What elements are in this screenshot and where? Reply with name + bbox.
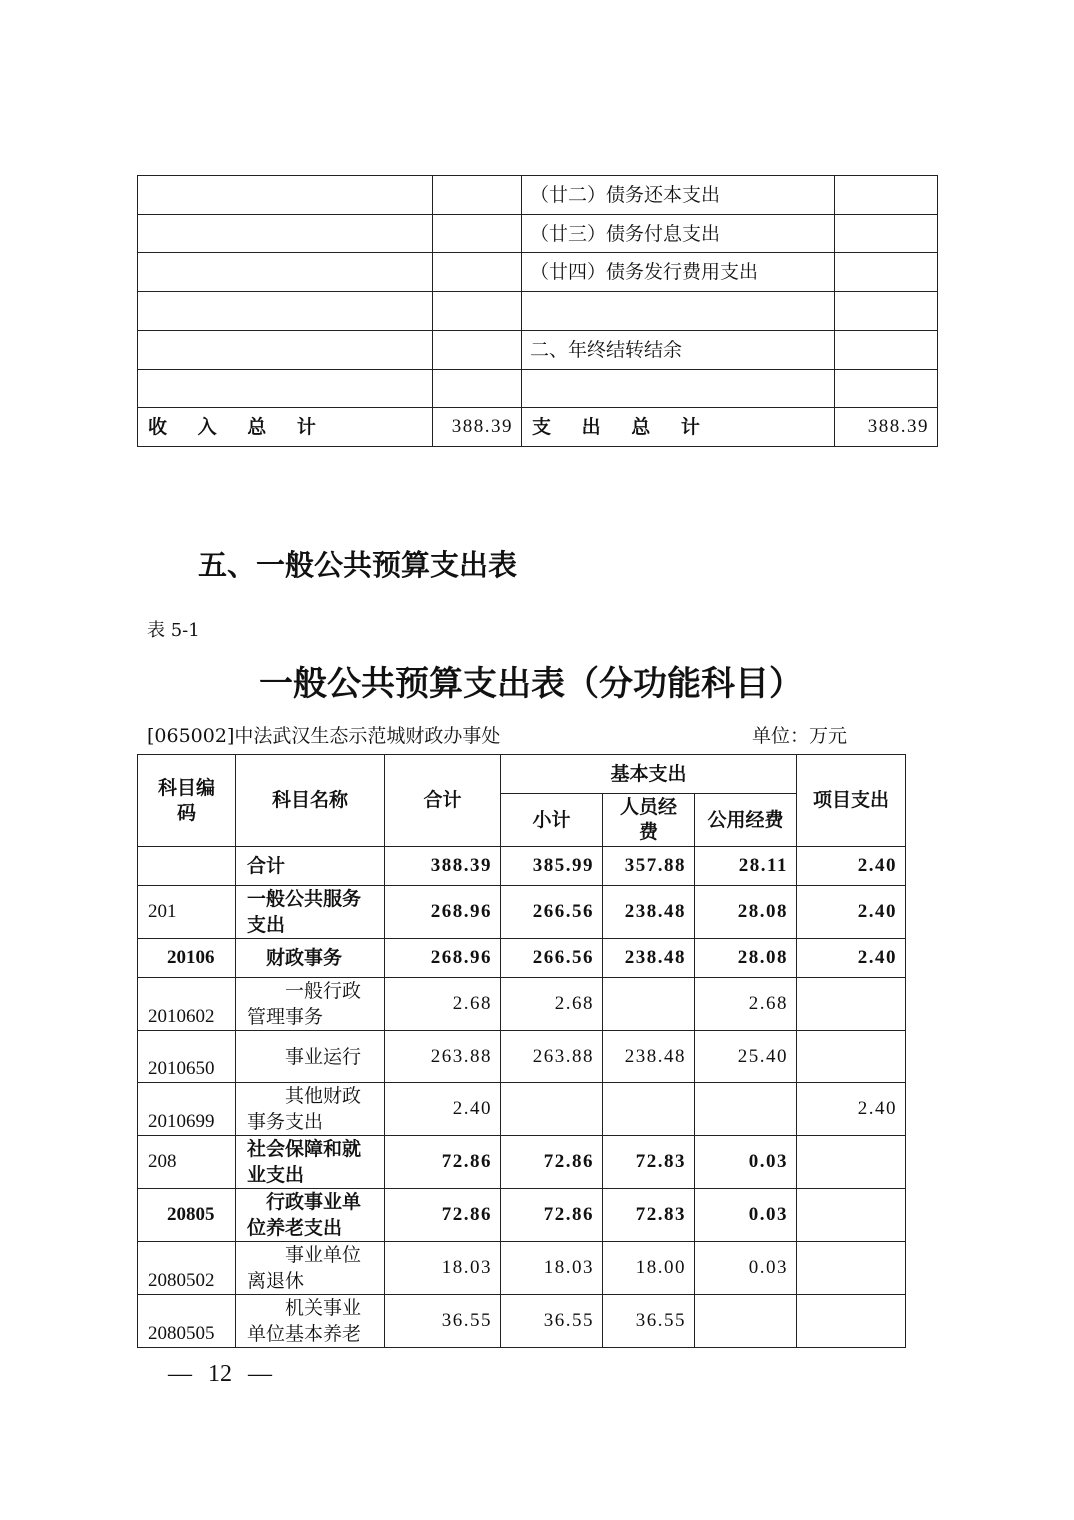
header-subtotal: 小计 [501, 794, 603, 847]
total-amount: 268.96 [385, 886, 501, 939]
income-item [138, 370, 433, 408]
public-expense-amount: 2.68 [695, 978, 797, 1031]
subject-name: 事业运行 [285, 1045, 362, 1068]
table-row [138, 978, 906, 1031]
income-amount [433, 176, 522, 215]
subject-name: 行政事业单位养老支出 [247, 1191, 362, 1239]
basic-subtotal-amount: 266.56 [501, 886, 603, 939]
expense-item: （廿三）债务付息支出 [522, 215, 835, 253]
basic-subtotal-amount: 36.55 [501, 1295, 603, 1348]
income-item [138, 292, 433, 331]
header-name: 科目名称 [236, 755, 385, 847]
expense-item: 二、年终结转结余 [522, 331, 835, 370]
table-row [138, 1189, 906, 1242]
basic-subtotal-amount: 263.88 [501, 1031, 603, 1083]
table-row [138, 292, 938, 331]
total-amount: 268.96 [385, 939, 501, 978]
total-amount: 263.88 [385, 1031, 501, 1083]
public-expense-amount: 0.03 [695, 1242, 797, 1295]
unit-label: 单位：万元 [752, 725, 848, 747]
subject-code: 2010602 [138, 978, 236, 1031]
income-amount [433, 331, 522, 370]
expense-amount [835, 176, 938, 215]
subject-code: 208 [138, 1136, 236, 1189]
table-row [138, 1083, 906, 1136]
subject-code: 20805 [138, 1189, 236, 1242]
table-title: 一般公共预算支出表（分功能科目） [259, 664, 803, 704]
personnel-expense-amount: 72.83 [603, 1136, 695, 1189]
total-amount: 36.55 [385, 1295, 501, 1348]
public-expense-amount: 28.08 [695, 886, 797, 939]
subject-code [138, 847, 236, 886]
subject-name-cell [236, 1136, 385, 1189]
basic-subtotal-amount [501, 1083, 603, 1136]
table-row [138, 331, 938, 370]
income-item [138, 253, 433, 292]
total-amount: 2.68 [385, 978, 501, 1031]
public-expense-amount: 0.03 [695, 1136, 797, 1189]
header-code [138, 755, 236, 847]
project-expense-amount [797, 1189, 906, 1242]
personnel-expense-amount: 357.88 [603, 847, 695, 886]
subject-name-cell [236, 978, 385, 1031]
income-total-amount: 388.39 [433, 408, 522, 447]
project-expense-amount: 2.40 [797, 939, 906, 978]
personnel-expense-amount: 238.48 [603, 886, 695, 939]
organization-name: [065002]中法武汉生态示范城财政办事处 [147, 725, 501, 747]
public-expense-amount: 25.40 [695, 1031, 797, 1083]
subject-name: 事业单位离退休 [247, 1244, 362, 1292]
expense-amount [835, 331, 938, 370]
project-expense-amount [797, 978, 906, 1031]
subject-code: 2010650 [138, 1031, 236, 1083]
income-amount [433, 215, 522, 253]
project-expense-amount [797, 1031, 906, 1083]
header-personnel-label: 人员经费 [619, 796, 677, 843]
basic-subtotal-amount: 72.86 [501, 1136, 603, 1189]
income-expense-summary-table [137, 175, 938, 447]
subject-name-cell [236, 1295, 385, 1348]
header-public: 公用经费 [695, 794, 797, 847]
subject-name: 社会保障和就业支出 [247, 1138, 362, 1186]
subject-name: 其他财政事务支出 [247, 1085, 362, 1133]
basic-subtotal-amount: 385.99 [501, 847, 603, 886]
expense-total-amount: 388.39 [835, 408, 938, 447]
table-row [138, 1295, 906, 1348]
public-expense-amount [695, 1083, 797, 1136]
income-item [138, 331, 433, 370]
basic-subtotal-amount: 72.86 [501, 1189, 603, 1242]
income-amount [433, 253, 522, 292]
subject-code: 2080502 [138, 1242, 236, 1295]
table-row [138, 886, 906, 939]
subject-name-cell [236, 886, 385, 939]
subject-name-cell [236, 939, 385, 978]
personnel-expense-amount: 18.00 [603, 1242, 695, 1295]
expense-amount [835, 215, 938, 253]
page-number: — 12 — [168, 1361, 272, 1387]
project-expense-amount [797, 1242, 906, 1295]
public-expense-amount: 0.03 [695, 1189, 797, 1242]
section-heading: 五、一般公共预算支出表 [198, 548, 518, 582]
total-amount: 72.86 [385, 1136, 501, 1189]
expense-item [522, 292, 835, 331]
income-item [138, 215, 433, 253]
expense-item: （廿二）债务还本支出 [522, 176, 835, 215]
subject-code: 20106 [138, 939, 236, 978]
subject-code: 201 [138, 886, 236, 939]
personnel-expense-amount [603, 1083, 695, 1136]
project-expense-amount [797, 1295, 906, 1348]
header-personnel [603, 794, 695, 847]
subject-name: 财政事务 [266, 947, 343, 969]
personnel-expense-amount: 36.55 [603, 1295, 695, 1348]
public-expense-amount: 28.08 [695, 939, 797, 978]
personnel-expense-amount: 238.48 [603, 939, 695, 978]
table-row [138, 1242, 906, 1295]
project-expense-amount: 2.40 [797, 1083, 906, 1136]
table-row [138, 847, 906, 886]
table-row [138, 215, 938, 253]
header-project-expenditure: 项目支出 [797, 755, 906, 847]
subject-name-cell [236, 847, 385, 886]
subject-name-cell [236, 1242, 385, 1295]
header-row [138, 755, 906, 794]
subject-name: 机关事业单位基本养老 [247, 1297, 362, 1345]
income-total-label: 收 入 总 计 [138, 408, 433, 447]
subject-name-cell [236, 1083, 385, 1136]
header-total: 合计 [385, 755, 501, 847]
header-code-label: 科目编码 [157, 776, 215, 824]
table-row [138, 370, 938, 408]
project-expense-amount [797, 1136, 906, 1189]
subject-code: 2080505 [138, 1295, 236, 1348]
table-number: 表 5-1 [147, 620, 200, 641]
income-amount [433, 292, 522, 331]
personnel-expense-amount [603, 978, 695, 1031]
expense-amount [835, 292, 938, 331]
personnel-expense-amount: 238.48 [603, 1031, 695, 1083]
table-row [138, 1136, 906, 1189]
subject-name: 一般行政管理事务 [247, 980, 362, 1028]
project-expense-amount: 2.40 [797, 847, 906, 886]
public-expense-amount [695, 1295, 797, 1348]
total-amount: 18.03 [385, 1242, 501, 1295]
expense-item [522, 370, 835, 408]
table-row [138, 253, 938, 292]
general-public-budget-expenditure-table [137, 754, 906, 1348]
expense-amount [835, 253, 938, 292]
subject-name-cell [236, 1031, 385, 1083]
personnel-expense-amount: 72.83 [603, 1189, 695, 1242]
income-item [138, 176, 433, 215]
total-amount: 388.39 [385, 847, 501, 886]
total-amount: 2.40 [385, 1083, 501, 1136]
expense-amount [835, 370, 938, 408]
subject-name: 合计 [247, 855, 286, 877]
expense-total-label: 支 出 总 计 [522, 408, 835, 447]
project-expense-amount: 2.40 [797, 886, 906, 939]
header-basic-expenditure: 基本支出 [501, 755, 797, 794]
subject-code: 2010699 [138, 1083, 236, 1136]
public-expense-amount: 28.11 [695, 847, 797, 886]
table-row [138, 939, 906, 978]
total-row [138, 408, 938, 447]
total-amount: 72.86 [385, 1189, 501, 1242]
expense-item: （廿四）债务发行费用支出 [522, 253, 835, 292]
table-row [138, 1031, 906, 1083]
basic-subtotal-amount: 18.03 [501, 1242, 603, 1295]
subject-name-cell [236, 1189, 385, 1242]
basic-subtotal-amount: 266.56 [501, 939, 603, 978]
subject-name: 一般公共服务支出 [247, 888, 362, 936]
income-amount [433, 370, 522, 408]
basic-subtotal-amount: 2.68 [501, 978, 603, 1031]
table-row [138, 176, 938, 215]
